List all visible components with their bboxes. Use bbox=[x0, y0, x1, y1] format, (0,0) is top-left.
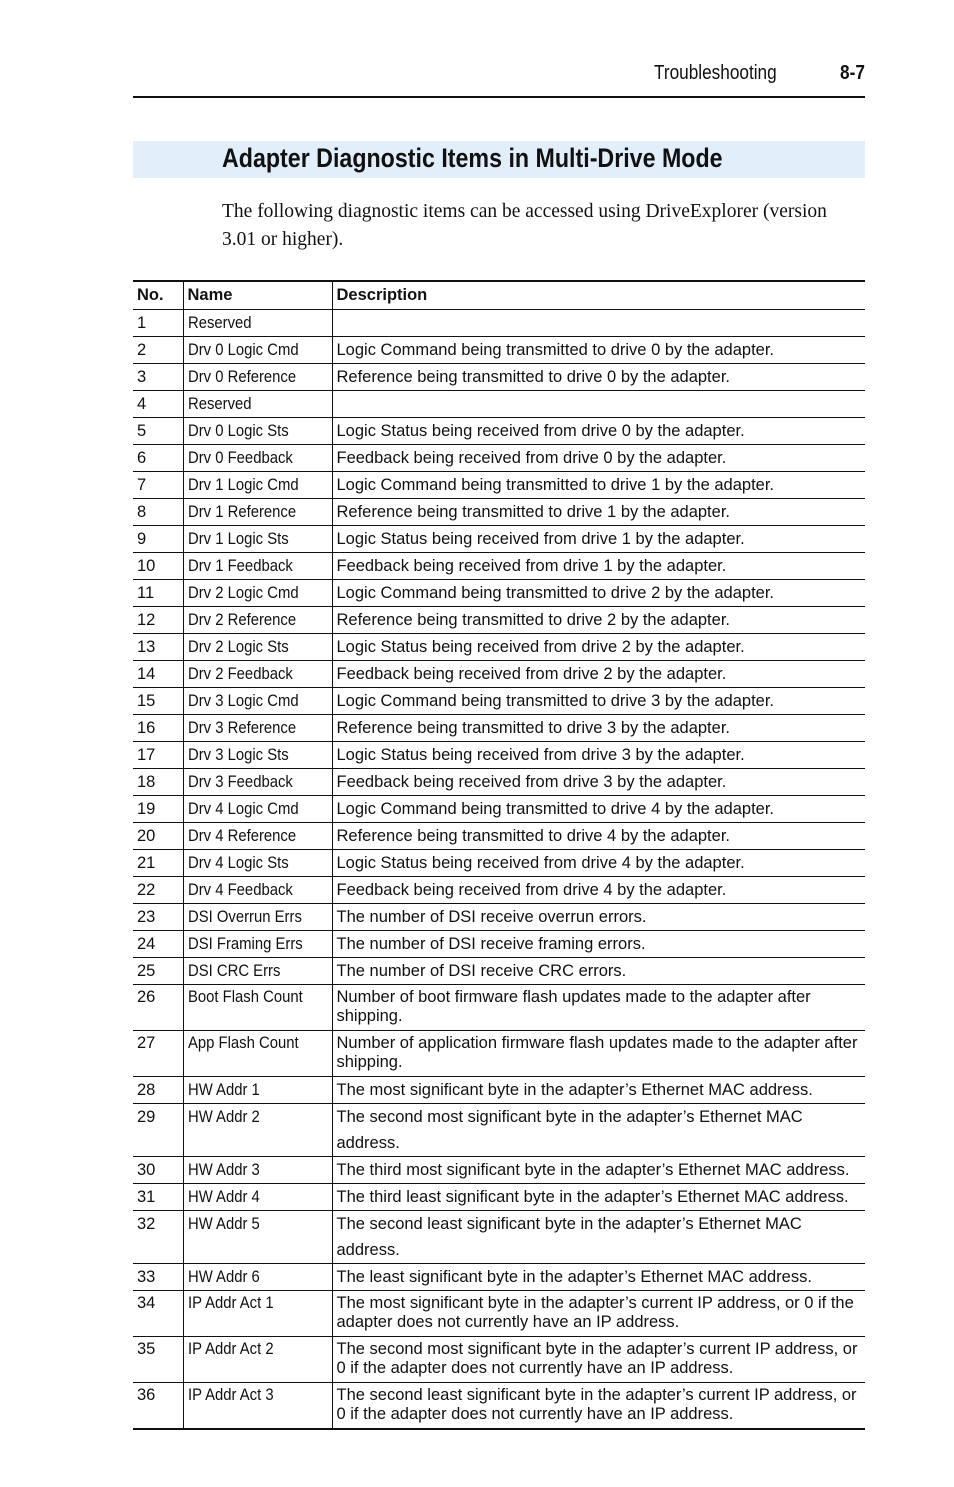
item-name-cell bbox=[183, 607, 332, 634]
item-name: Drv 0 Logic Cmd bbox=[187, 341, 299, 359]
item-description: Logic Status being received from drive 4 by the adapter. bbox=[332, 850, 865, 877]
table-row bbox=[133, 1184, 865, 1211]
item-number: 30 bbox=[133, 1157, 183, 1184]
item-name-cell bbox=[183, 769, 332, 796]
table-row bbox=[133, 796, 865, 823]
item-name-cell bbox=[183, 364, 332, 391]
item-description: The second most significant byte in the adapter’s Ethernet MAC address. bbox=[332, 1104, 865, 1157]
item-name-cell bbox=[183, 337, 332, 364]
item-description: Logic Status being received from drive 2 by the adapter. bbox=[332, 634, 865, 661]
item-name-cell bbox=[183, 1211, 332, 1264]
table-row bbox=[133, 661, 865, 688]
table-header-row bbox=[133, 281, 865, 310]
item-name: Drv 1 Reference bbox=[187, 503, 296, 521]
item-name: App Flash Count bbox=[187, 1034, 299, 1052]
item-number: 29 bbox=[133, 1104, 183, 1157]
item-number: 20 bbox=[133, 823, 183, 850]
table-row bbox=[133, 499, 865, 526]
item-number: 16 bbox=[133, 715, 183, 742]
item-description: Reference being transmitted to drive 2 by the adapter. bbox=[332, 607, 865, 634]
item-name-cell bbox=[183, 1104, 332, 1157]
item-description: Number of boot firmware flash updates made to the adapter after shipping. bbox=[332, 985, 865, 1031]
item-number: 13 bbox=[133, 634, 183, 661]
item-number: 3 bbox=[133, 364, 183, 391]
item-name-cell bbox=[183, 958, 332, 985]
table-row bbox=[133, 445, 865, 472]
item-description: Logic Status being received from drive 1 by the adapter. bbox=[332, 526, 865, 553]
page-number: 8-7 bbox=[840, 62, 865, 84]
item-number: 31 bbox=[133, 1184, 183, 1211]
item-number: 19 bbox=[133, 796, 183, 823]
item-number: 26 bbox=[133, 985, 183, 1031]
table-row bbox=[133, 931, 865, 958]
item-name-cell bbox=[183, 418, 332, 445]
item-name: Drv 2 Logic Sts bbox=[187, 638, 289, 656]
item-name: HW Addr 2 bbox=[187, 1108, 260, 1126]
item-number: 23 bbox=[133, 904, 183, 931]
item-number: 32 bbox=[133, 1211, 183, 1264]
diagnostic-items-table bbox=[133, 280, 865, 1430]
item-name: HW Addr 4 bbox=[187, 1188, 260, 1206]
table-row bbox=[133, 823, 865, 850]
item-description: Feedback being received from drive 2 by the adapter. bbox=[332, 661, 865, 688]
item-number: 4 bbox=[133, 391, 183, 418]
running-header-section: Troubleshooting bbox=[654, 62, 777, 84]
item-number: 17 bbox=[133, 742, 183, 769]
item-name-cell bbox=[183, 1264, 332, 1291]
item-name: Reserved bbox=[187, 314, 252, 332]
table-row bbox=[133, 688, 865, 715]
item-description bbox=[332, 391, 865, 418]
item-name-cell bbox=[183, 742, 332, 769]
item-name-cell bbox=[183, 580, 332, 607]
item-name: Drv 0 Reference bbox=[187, 368, 296, 386]
section-title-band bbox=[133, 141, 865, 178]
item-description: Logic Status being received from drive 3 by the adapter. bbox=[332, 742, 865, 769]
item-description: Logic Command being transmitted to drive 3 by the adapter. bbox=[332, 688, 865, 715]
item-number: 25 bbox=[133, 958, 183, 985]
table-row bbox=[133, 769, 865, 796]
item-description: The third least significant byte in the adapter’s Ethernet MAC address. bbox=[332, 1184, 865, 1211]
item-name: Drv 4 Logic Sts bbox=[187, 854, 289, 872]
column-header-description: Description bbox=[332, 281, 865, 310]
item-name-cell bbox=[183, 904, 332, 931]
table-row bbox=[133, 715, 865, 742]
item-number: 8 bbox=[133, 499, 183, 526]
item-name-cell bbox=[183, 823, 332, 850]
table-row bbox=[133, 1383, 865, 1430]
table-row bbox=[133, 337, 865, 364]
item-number: 36 bbox=[133, 1383, 183, 1430]
table-row bbox=[133, 1157, 865, 1184]
table-row bbox=[133, 985, 865, 1031]
item-name-cell bbox=[183, 1031, 332, 1077]
item-description: Reference being transmitted to drive 1 by the adapter. bbox=[332, 499, 865, 526]
item-name: Drv 2 Feedback bbox=[187, 665, 293, 683]
table-row bbox=[133, 364, 865, 391]
item-number: 7 bbox=[133, 472, 183, 499]
item-description: Logic Command being transmitted to drive 1 by the adapter. bbox=[332, 472, 865, 499]
item-description: Feedback being received from drive 4 by the adapter. bbox=[332, 877, 865, 904]
item-name: Drv 4 Reference bbox=[187, 827, 296, 845]
item-description bbox=[332, 310, 865, 337]
table-row bbox=[133, 418, 865, 445]
item-number: 1 bbox=[133, 310, 183, 337]
item-name-cell bbox=[183, 796, 332, 823]
item-name: HW Addr 1 bbox=[187, 1081, 260, 1099]
item-description: The second least significant byte in the adapter’s Ethernet MAC address. bbox=[332, 1211, 865, 1264]
item-description: Logic Command being transmitted to drive 2 by the adapter. bbox=[332, 580, 865, 607]
item-name-cell bbox=[183, 715, 332, 742]
item-description: Logic Command being transmitted to drive 4 by the adapter. bbox=[332, 796, 865, 823]
item-number: 9 bbox=[133, 526, 183, 553]
running-header bbox=[133, 60, 865, 98]
item-name: Boot Flash Count bbox=[187, 988, 303, 1006]
item-name: HW Addr 5 bbox=[187, 1215, 260, 1233]
table-row bbox=[133, 877, 865, 904]
table-row bbox=[133, 472, 865, 499]
item-name-cell bbox=[183, 445, 332, 472]
item-number: 2 bbox=[133, 337, 183, 364]
item-number: 12 bbox=[133, 607, 183, 634]
item-description: The most significant byte in the adapter’s Ethernet MAC address. bbox=[332, 1077, 865, 1104]
item-name: Drv 3 Feedback bbox=[187, 773, 293, 791]
item-name: HW Addr 6 bbox=[187, 1268, 260, 1286]
item-number: 10 bbox=[133, 553, 183, 580]
item-name-cell bbox=[183, 1184, 332, 1211]
item-name: Reserved bbox=[187, 395, 252, 413]
table-row bbox=[133, 1291, 865, 1337]
table-row bbox=[133, 904, 865, 931]
table-row bbox=[133, 634, 865, 661]
item-name: DSI CRC Errs bbox=[187, 962, 280, 980]
table-row bbox=[133, 1264, 865, 1291]
table-row bbox=[133, 580, 865, 607]
column-header-name: Name bbox=[183, 281, 332, 310]
section-title: Adapter Diagnostic Items in Multi-Drive Mode bbox=[222, 143, 723, 173]
column-header-no: No. bbox=[133, 281, 183, 310]
item-number: 21 bbox=[133, 850, 183, 877]
table-row bbox=[133, 958, 865, 985]
item-name-cell bbox=[183, 1157, 332, 1184]
table-row bbox=[133, 310, 865, 337]
item-description: The second least significant byte in the adapter’s current IP address, or 0 if the adapter does not currently have an IP address. bbox=[332, 1383, 865, 1430]
item-description: The number of DSI receive overrun errors. bbox=[332, 904, 865, 931]
item-description: The second most significant byte in the adapter’s current IP address, or 0 if the adapter does not currently have an IP address. bbox=[332, 1337, 865, 1383]
item-name: Drv 1 Logic Cmd bbox=[187, 476, 299, 494]
item-name-cell bbox=[183, 310, 332, 337]
item-name: Drv 1 Logic Sts bbox=[187, 530, 289, 548]
item-description: Reference being transmitted to drive 4 by the adapter. bbox=[332, 823, 865, 850]
item-number: 33 bbox=[133, 1264, 183, 1291]
table-row bbox=[133, 1337, 865, 1383]
table-row bbox=[133, 391, 865, 418]
item-name: IP Addr Act 1 bbox=[187, 1294, 274, 1312]
item-number: 22 bbox=[133, 877, 183, 904]
item-name-cell bbox=[183, 526, 332, 553]
item-name: Drv 3 Reference bbox=[187, 719, 296, 737]
item-name: Drv 0 Feedback bbox=[187, 449, 293, 467]
item-name-cell bbox=[183, 472, 332, 499]
item-number: 11 bbox=[133, 580, 183, 607]
item-name-cell bbox=[183, 499, 332, 526]
item-description: Number of application firmware flash updates made to the adapter after shipping. bbox=[332, 1031, 865, 1077]
table-row bbox=[133, 1077, 865, 1104]
item-name: Drv 4 Feedback bbox=[187, 881, 293, 899]
item-name-cell bbox=[183, 688, 332, 715]
table-row bbox=[133, 1211, 865, 1264]
item-name-cell bbox=[183, 553, 332, 580]
table-row bbox=[133, 742, 865, 769]
item-name: Drv 2 Reference bbox=[187, 611, 296, 629]
item-description: Logic Command being transmitted to drive 0 by the adapter. bbox=[332, 337, 865, 364]
item-name: Drv 3 Logic Cmd bbox=[187, 692, 299, 710]
table-row bbox=[133, 1031, 865, 1077]
item-name-cell bbox=[183, 1337, 332, 1383]
item-name-cell bbox=[183, 391, 332, 418]
item-name: DSI Overrun Errs bbox=[187, 908, 302, 926]
item-name-cell bbox=[183, 850, 332, 877]
table-row bbox=[133, 607, 865, 634]
item-number: 5 bbox=[133, 418, 183, 445]
item-description: The least significant byte in the adapter’s Ethernet MAC address. bbox=[332, 1264, 865, 1291]
item-description: Reference being transmitted to drive 0 by the adapter. bbox=[332, 364, 865, 391]
item-name: IP Addr Act 2 bbox=[187, 1340, 274, 1358]
table-row bbox=[133, 553, 865, 580]
item-description: Reference being transmitted to drive 3 by the adapter. bbox=[332, 715, 865, 742]
item-description: Logic Status being received from drive 0 by the adapter. bbox=[332, 418, 865, 445]
item-description: Feedback being received from drive 3 by the adapter. bbox=[332, 769, 865, 796]
item-name-cell bbox=[183, 877, 332, 904]
item-name-cell bbox=[183, 1077, 332, 1104]
item-number: 24 bbox=[133, 931, 183, 958]
item-name: IP Addr Act 3 bbox=[187, 1386, 274, 1404]
item-name: HW Addr 3 bbox=[187, 1161, 260, 1179]
item-number: 35 bbox=[133, 1337, 183, 1383]
item-number: 15 bbox=[133, 688, 183, 715]
intro-paragraph: The following diagnostic items can be accessed using DriveExplorer (version 3.01 or higher). bbox=[222, 201, 827, 250]
item-name-cell bbox=[183, 931, 332, 958]
item-name: Drv 1 Feedback bbox=[187, 557, 293, 575]
item-name: Drv 3 Logic Sts bbox=[187, 746, 289, 764]
item-name-cell bbox=[183, 985, 332, 1031]
item-number: 34 bbox=[133, 1291, 183, 1337]
item-description: The number of DSI receive framing errors. bbox=[332, 931, 865, 958]
item-number: 18 bbox=[133, 769, 183, 796]
item-number: 14 bbox=[133, 661, 183, 688]
table-body bbox=[133, 310, 865, 1430]
table-row bbox=[133, 850, 865, 877]
item-name: Drv 4 Logic Cmd bbox=[187, 800, 299, 818]
item-description: The third most significant byte in the adapter’s Ethernet MAC address. bbox=[332, 1157, 865, 1184]
item-description: The number of DSI receive CRC errors. bbox=[332, 958, 865, 985]
item-name-cell bbox=[183, 1291, 332, 1337]
item-description: The most significant byte in the adapter’s current IP address, or 0 if the adapter does not currently have an IP address. bbox=[332, 1291, 865, 1337]
item-number: 6 bbox=[133, 445, 183, 472]
item-number: 27 bbox=[133, 1031, 183, 1077]
item-name-cell bbox=[183, 661, 332, 688]
table-row bbox=[133, 1104, 865, 1157]
item-name: DSI Framing Errs bbox=[187, 935, 303, 953]
item-description: Feedback being received from drive 0 by the adapter. bbox=[332, 445, 865, 472]
item-name-cell bbox=[183, 634, 332, 661]
item-name: Drv 0 Logic Sts bbox=[187, 422, 289, 440]
item-name-cell bbox=[183, 1383, 332, 1430]
item-description: Feedback being received from drive 1 by the adapter. bbox=[332, 553, 865, 580]
item-name: Drv 2 Logic Cmd bbox=[187, 584, 299, 602]
table-row bbox=[133, 526, 865, 553]
item-number: 28 bbox=[133, 1077, 183, 1104]
